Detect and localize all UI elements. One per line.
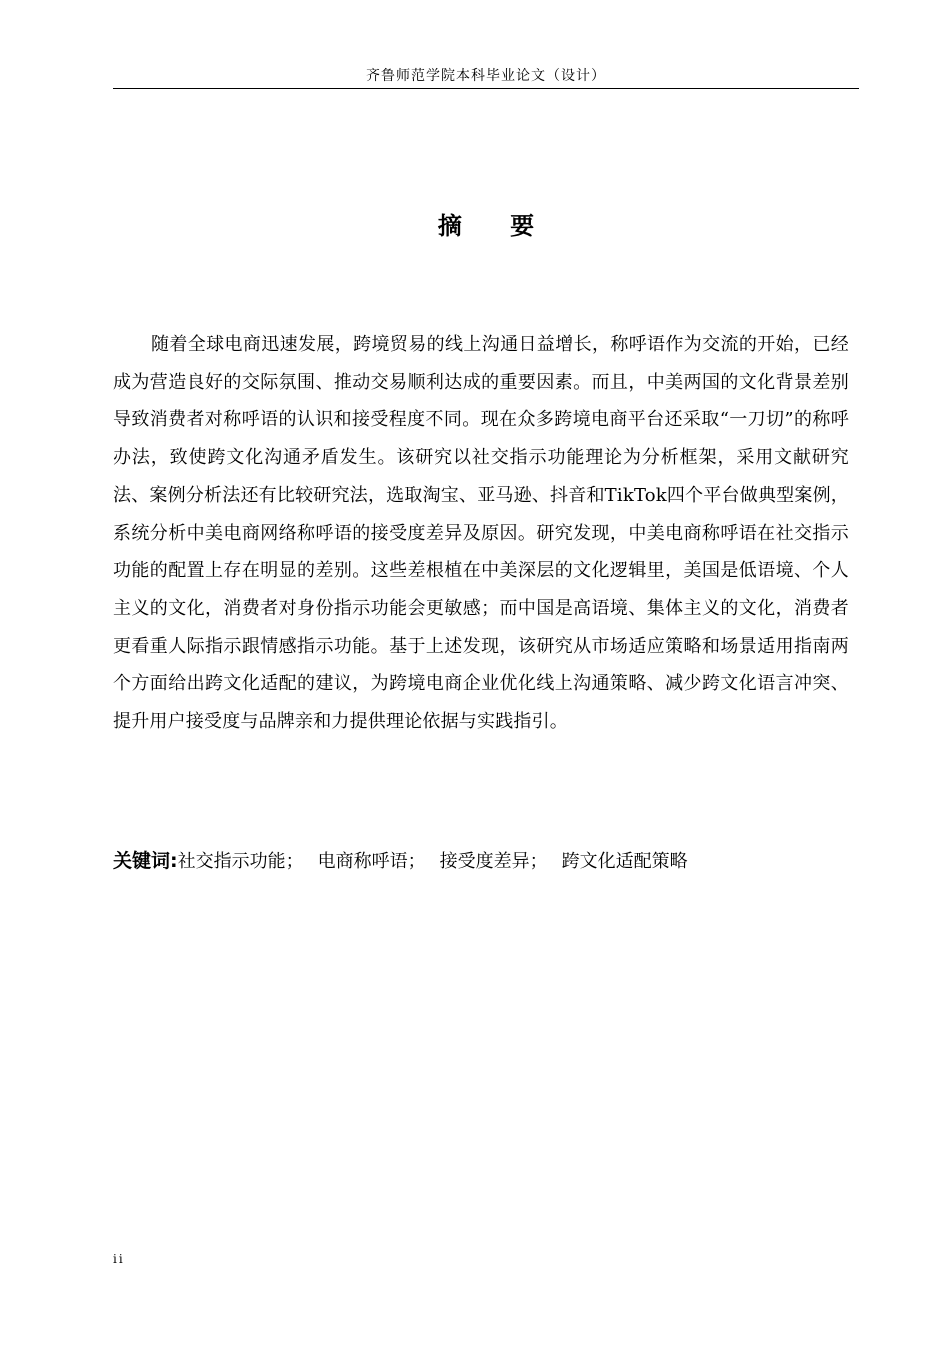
header-divider: [113, 88, 859, 89]
abstract-body: 随着全球电商迅速发展，跨境贸易的线上沟通日益增长，称呼语作为交流的开始，已经成为营造良好的交际氛围、推动交易顺利达成的重要因素。而且，中美两国的文化背景差别导致消费者对称呼语的认识和接受程度不同。现在众多跨境电商平台还采取“一刀切”的称呼办法，致使跨文化沟通矛盾发生。该研究以社交指示功能理论为分析框架，采用文献研究法、案例分析法还有比较研究法，选取淘宝、亚马逊、抖音和TikTok四个平台做典型案例，系统分析中美电商网络称呼语的接受度差异及原因。研究发现，中美电商称呼语在社交指示功能的配置上存在明显的差别。这些差根植在中美深层的文化逻辑里，美国是低语境、个人主义的文化，消费者对身份指示功能会更敏感；而中国是高语境、集体主义的文化，消费者更看重人际指示跟情感指示功能。基于上述发现，该研究从市场适应策略和场景适用指南两个方面给出跨文化适配的建议，为跨境电商企业优化线上沟通策略、减少跨文化语言冲突、提升用户接受度与品牌亲和力提供理论依据与实践指引。: [113, 334, 849, 733]
abstract-title: 摘 要: [437, 212, 555, 240]
keywords-line: [113, 843, 859, 880]
keyword-item: 接受度差异；: [439, 851, 548, 872]
keyword-item: 跨文化适配策略: [561, 851, 688, 872]
page-number: ii: [113, 1252, 125, 1266]
keywords-label: 关键词:: [113, 850, 178, 872]
keyword-item: 社交指示功能；: [177, 851, 304, 872]
running-header: 齐鲁师范学院本科毕业论文（设计）: [366, 68, 606, 84]
keyword-item: 电商称呼语；: [317, 851, 426, 872]
